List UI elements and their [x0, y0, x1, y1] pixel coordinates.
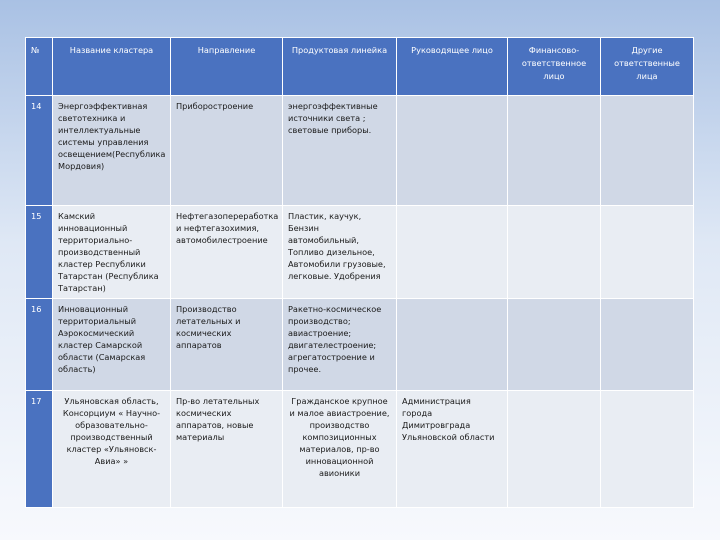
- header-number: №: [26, 38, 53, 96]
- header-cluster-name: Название кластера: [53, 38, 171, 96]
- products-cell: Гражданское крупное и малое авиастроение, производство композиционных материалов, пр-во инновационной авионики: [283, 391, 397, 508]
- direction-cell: Пр-во летательных космических аппаратов, новые материалы: [171, 391, 283, 508]
- head-person-cell: [397, 206, 508, 299]
- other-persons-cell: [601, 391, 694, 508]
- clusters-table: [25, 37, 694, 508]
- row-number: 15: [26, 206, 53, 299]
- direction-cell: Приборостроение: [171, 96, 283, 206]
- direction-cell: Нефтегазопереработка и нефтегазохимия, автомобилестроение: [171, 206, 283, 299]
- header-head-person: Руководящее лицо: [397, 38, 508, 96]
- header-product-line: Продуктовая линейка: [283, 38, 397, 96]
- head-person-cell: [397, 299, 508, 391]
- other-persons-cell: [601, 96, 694, 206]
- table-row: [26, 391, 694, 508]
- finance-person-cell: [508, 206, 601, 299]
- products-cell: Пластик, каучук, Бензин автомобильный, Топливо дизельное, Автомобили грузовые, легковые. Удобрения: [283, 206, 397, 299]
- header-finance-person: Финансово-ответственное лицо: [508, 38, 601, 96]
- head-person-cell: [397, 96, 508, 206]
- finance-person-cell: [508, 96, 601, 206]
- table-row: [26, 96, 694, 206]
- head-person-cell: Администрация города Димитровграда Ульяновской области: [397, 391, 508, 508]
- cluster-name-cell: Инновационный территориальный Аэрокосмический кластер Самарской области (Самарская область): [53, 299, 171, 391]
- finance-person-cell: [508, 391, 601, 508]
- row-number: 17: [26, 391, 53, 508]
- row-number: 14: [26, 96, 53, 206]
- finance-person-cell: [508, 299, 601, 391]
- products-cell: энергоэффективные источники света ; световые приборы.: [283, 96, 397, 206]
- products-cell: Ракетно-космическое производство; авиастроение; двигателестроение; агрегатостроение и прочее.: [283, 299, 397, 391]
- cluster-name-cell: Ульяновская область, Консорциум « Научно-образовательно-производственный кластер «Ульяновск-Авиа» »: [53, 391, 171, 508]
- header-other-persons: Другие ответственные лица: [601, 38, 694, 96]
- other-persons-cell: [601, 206, 694, 299]
- direction-cell: Производство летательных и космических аппаратов: [171, 299, 283, 391]
- header-direction: Направление: [171, 38, 283, 96]
- row-number: 16: [26, 299, 53, 391]
- table-row: [26, 299, 694, 391]
- other-persons-cell: [601, 299, 694, 391]
- cluster-name-cell: Энергоэффективная светотехника и интеллектуальные системы управления освещением(Республика Мордовия): [53, 96, 171, 206]
- table-header-row: [26, 38, 694, 96]
- table-row: [26, 206, 694, 299]
- cluster-name-cell: Камский инновационный территориально-производственный кластер Республики Татарстан (Республика Татарстан): [53, 206, 171, 299]
